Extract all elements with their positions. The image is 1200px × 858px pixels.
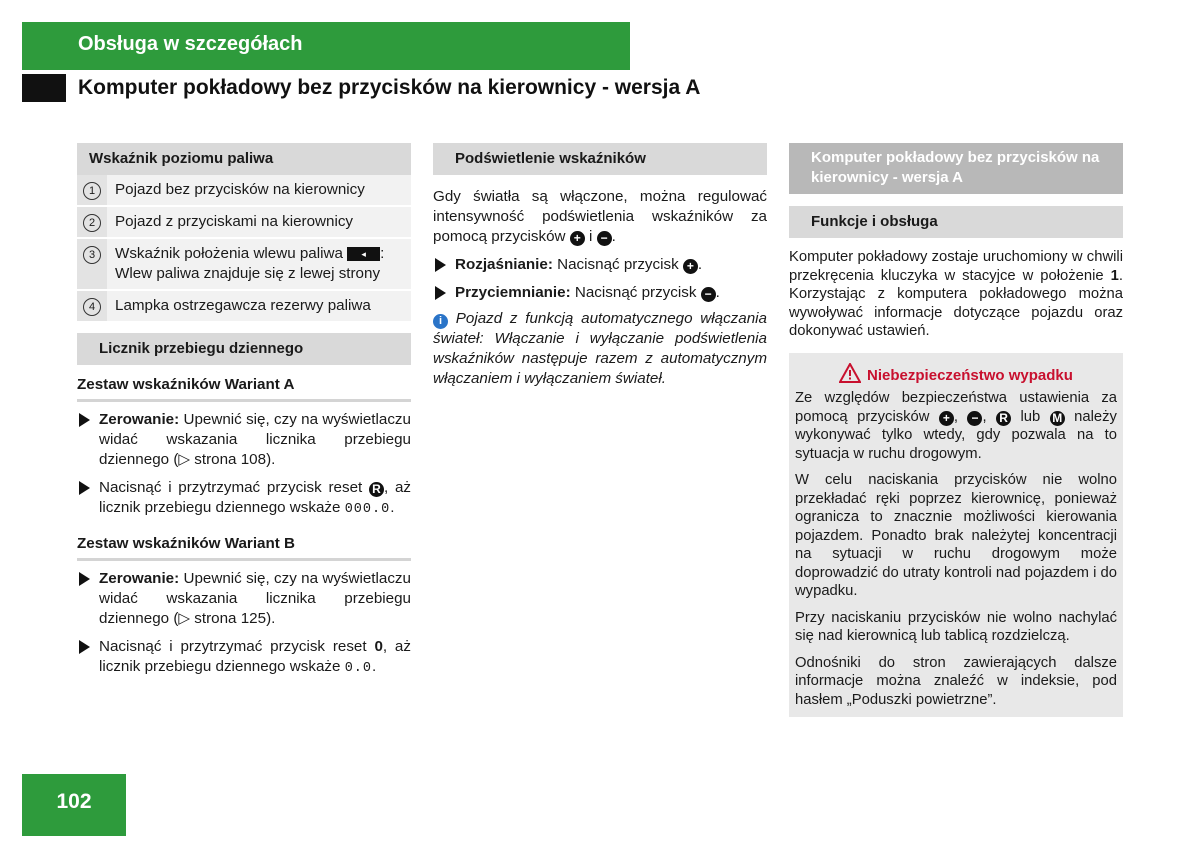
legend-text-b: Wlew paliwa znajduje się z lewej strony <box>115 265 381 282</box>
page-title: Komputer pokładowy bez przycisków na kierownicy - wersja A <box>78 76 701 99</box>
minus-button-icon: − <box>701 287 716 302</box>
bullet-arrow-icon <box>435 286 446 300</box>
info-note <box>433 309 767 389</box>
warning-paragraph <box>795 389 1117 463</box>
menu-button-icon: M <box>1050 411 1065 426</box>
warning-text: należy wykonywać tylko wtedy, gdy pozwala na to sytuacja w ruchu drogowym. <box>795 408 1117 462</box>
para-text: . Korzystając z komputera pokładowego można wywoływać informacje dotyczące pojazdu oraz dokonywać ustawień. <box>789 267 1123 339</box>
warning-paragraph: W celu naciskania przycisków nie wolno przekładać ręki poprzez kierownicę, ponieważ ogranicza to znacznie możliwości kierowania pojazdem. Ponadto brak należytej koncentracji na sytuacji w ruchu drogowym może doprowadzić do utraty kontroli nad pojazdem i do wypadku. <box>795 472 1117 599</box>
column-left <box>77 143 411 679</box>
fuel-legend-table <box>77 175 411 323</box>
bullet-label: Zerowanie: <box>99 570 180 587</box>
punct: , <box>982 408 987 425</box>
para-text: Komputer pokładowy zostaje uruchomiony w chwili przekręcenia kluczyka w stacyjce w położenie <box>789 249 1123 284</box>
punct: , <box>953 408 959 425</box>
trip-meter-header: Licznik przebiegu dziennego <box>77 333 411 365</box>
display-value: 0.0 <box>344 661 372 676</box>
bullet-text: Nacisnąć przycisk <box>574 284 697 301</box>
bullet-text: Upewnić się, czy na wyświetlaczu widać wskazania licznika przebiegu dziennego ( <box>99 411 411 468</box>
computer-header: Komputer pokładowy bez przycisków na kierownicy - wersja A <box>789 143 1123 194</box>
reset-key: 0 <box>374 638 383 655</box>
minus-button-icon: − <box>967 411 982 426</box>
warning-title: Niebezpieczeństwo wypadku <box>867 366 1073 384</box>
minus-button-icon: − <box>597 231 612 246</box>
illumination-header: Podświetlenie wskaźników <box>433 143 767 175</box>
column-middle <box>433 143 767 389</box>
warning-header <box>795 363 1117 386</box>
bullet-text: , aż licznik przebiegu dziennego wskaże <box>99 479 411 516</box>
page-ref-icon: ▷ <box>178 610 191 627</box>
bullet-label: Rozjaśnianie: <box>455 256 553 273</box>
callout-number: 4 <box>83 298 101 316</box>
bullet-text: Nacisnąć i przytrzymać przycisk reset <box>99 638 367 655</box>
list-item <box>77 637 411 679</box>
page-reference[interactable]: strona 125). <box>194 610 276 627</box>
bullet-text: Nacisnąć i przytrzymać przycisk reset <box>99 479 363 496</box>
bullet-label: Przyciemnianie: <box>455 284 571 301</box>
list-item <box>77 569 411 629</box>
list-item: Przyciemnianie: Nacisnąć przycisk − . <box>433 283 767 303</box>
info-icon: i <box>433 314 448 329</box>
callout-number: 2 <box>83 214 101 232</box>
punct: . <box>372 658 377 675</box>
page-reference[interactable]: strona 108). <box>194 451 276 468</box>
bullet-text: Upewnić się, czy na wyświetlaczu widać wskazania licznika przebiegu dziennego ( <box>99 570 411 627</box>
warning-text: Ze względów bezpieczeństwa ustawienia za pomocą przycisków <box>795 390 1117 425</box>
plus-button-icon: + <box>570 231 585 246</box>
list-item: Rozjaśnianie: Nacisnąć przycisk + . <box>433 255 767 275</box>
variant-a-title: Zestaw wskaźników Wariant A <box>77 375 411 402</box>
reset-button-icon: R <box>996 411 1011 426</box>
table-row <box>77 206 411 238</box>
warning-paragraph: Odnośniki do stron zawierających dalsze informacje można znaleźć w indeksie, pod hasłem „Poduszki powietrzne”. <box>795 654 1117 708</box>
section-title: Obsługa w szczegółach <box>78 33 303 55</box>
page-ref-icon: ▷ <box>178 451 191 468</box>
fuel-gauge-header: Wskaźnik poziomu paliwa <box>77 143 411 175</box>
legend-text: Pojazd bez przycisków na kierownicy <box>107 175 411 206</box>
callout-number: 3 <box>83 246 101 264</box>
reset-button-icon: R <box>369 482 384 497</box>
key-position: 1 <box>1110 267 1119 284</box>
punct: . <box>390 499 395 516</box>
illumination-intro: Gdy światła są włączone, można regulować intensywność podświetlenia wskaźników za pomocą przycisków + i − . <box>433 188 767 245</box>
heading-marker <box>22 74 66 102</box>
fuel-filler-arrow-icon: ◂ <box>347 247 380 261</box>
bullet-text: , aż licznik przebiegu dziennego wskaże <box>99 638 411 675</box>
bullet-arrow-icon <box>79 413 90 427</box>
warning-paragraph: Przy naciskaniu przycisków nie wolno nachylać się nad kierownicą lub tablicą rozdzielczą. <box>795 609 1117 644</box>
warning-triangle-icon <box>839 363 861 383</box>
bullet-label: Zerowanie: <box>99 411 180 428</box>
display-value: 000.0 <box>344 502 391 517</box>
warning-box <box>789 353 1123 718</box>
functions-header: Funkcje i obsługa <box>789 206 1123 238</box>
legend-text-a: Wskaźnik położenia wlewu paliwa <box>115 245 343 262</box>
note-text: Pojazd z funkcją automatycznego włączania świateł: Włączanie i wyłączanie podświetlenia wskaźników następuje razem z automatycznym włączaniem i wyłączaniem świateł. <box>433 310 767 387</box>
callout-number: 1 <box>83 182 101 200</box>
legend-text: Lampka ostrzegawcza rezerwy paliwa <box>107 290 411 322</box>
bullet-arrow-icon <box>79 640 90 654</box>
bullet-text: Nacisnąć przycisk <box>557 256 679 273</box>
bullet-arrow-icon <box>435 258 446 272</box>
warning-text: lub <box>1020 408 1041 425</box>
bullet-arrow-icon <box>79 481 90 495</box>
intro-text: Gdy światła są włączone, można regulować intensywność podświetlenia wskaźników za pomocą przycisków <box>433 188 767 245</box>
plus-button-icon: + <box>683 259 698 274</box>
computer-intro <box>789 248 1123 341</box>
legend-text: Wskaźnik położenia wlewu paliwa ◂ : Wlew paliwa znajduje się z lewej strony <box>107 238 411 290</box>
page-number: 102 <box>56 790 92 813</box>
intro-and: i <box>588 228 593 245</box>
table-row <box>77 238 411 290</box>
table-row <box>77 175 411 206</box>
plus-button-icon: + <box>939 411 954 426</box>
legend-text: Pojazd z przyciskami na kierownicy <box>107 206 411 238</box>
column-right <box>789 143 1123 717</box>
list-item <box>77 478 411 520</box>
table-row <box>77 290 411 322</box>
variant-b-title: Zestaw wskaźników Wariant B <box>77 534 411 561</box>
bullet-arrow-icon <box>79 572 90 586</box>
list-item <box>77 410 411 470</box>
